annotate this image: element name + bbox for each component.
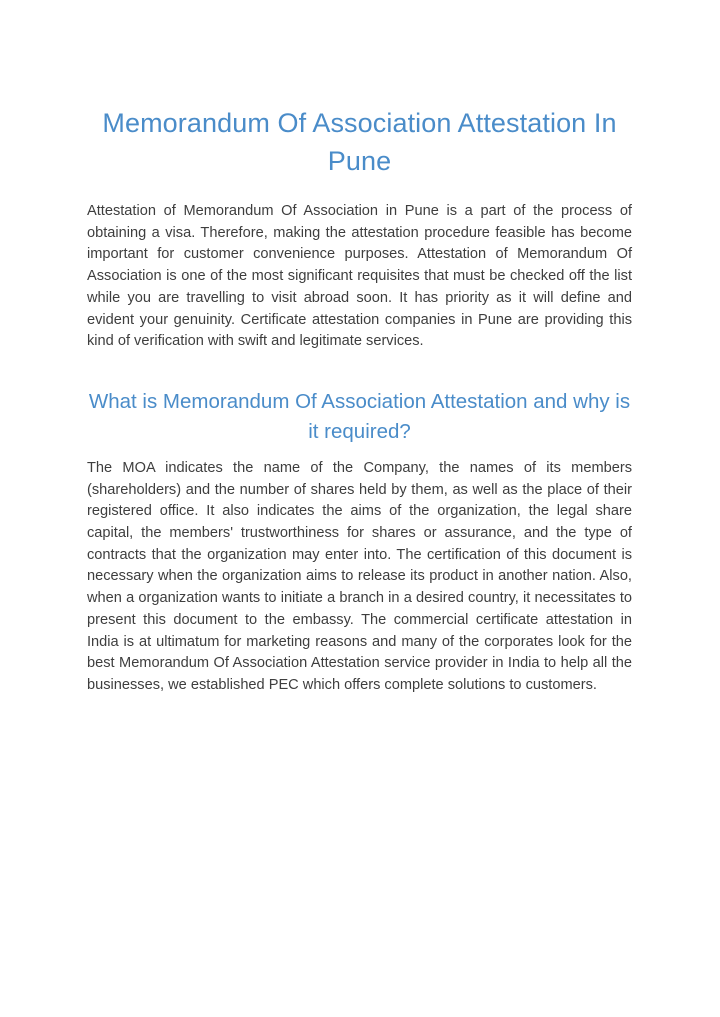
document-page	[87, 104, 632, 697]
page-title: Memorandum Of Association Attestation In Pune	[102, 108, 617, 176]
intro-paragraph: Attestation of Memorandum Of Association in Pune is a part of the process of obtaining a visa. Therefore, making the attestation procedure feasible has become important for customer convenience purposes. Attestation of Memorandum Of Association is one of the most significant requisites that must be checked off the list while you are travelling to visit abroad soon. It has priority as it will define and evident your genuinity. Certificate attestation companies in Pune are providing this kind of verification with swift and legitimate services.	[87, 203, 632, 350]
section-paragraph: The MOA indicates the name of the Company, the names of its members (shareholders) and the number of shares held by them, as well as the place of their registered office. It also indicates the aims of the organization, the legal share capital, the members' trustworthiness for shares or assurance, and the type of contracts that the organization may enter into. The certification of this document is necessary when the organization aims to release its product in another nation. Also, when a organization wants to initiate a branch in a desired country, it necessitates to present this document to the embassy. The commercial certificate attestation in India is at ultimatum for marketing reasons and many of the corporates look for the best Memorandum Of Association Attestation service provider in India to help all the businesses, we established PEC which offers complete solutions to customers.	[87, 459, 632, 693]
section-heading: What is Memorandum Of Association Attestation and why is it required?	[88, 389, 631, 443]
